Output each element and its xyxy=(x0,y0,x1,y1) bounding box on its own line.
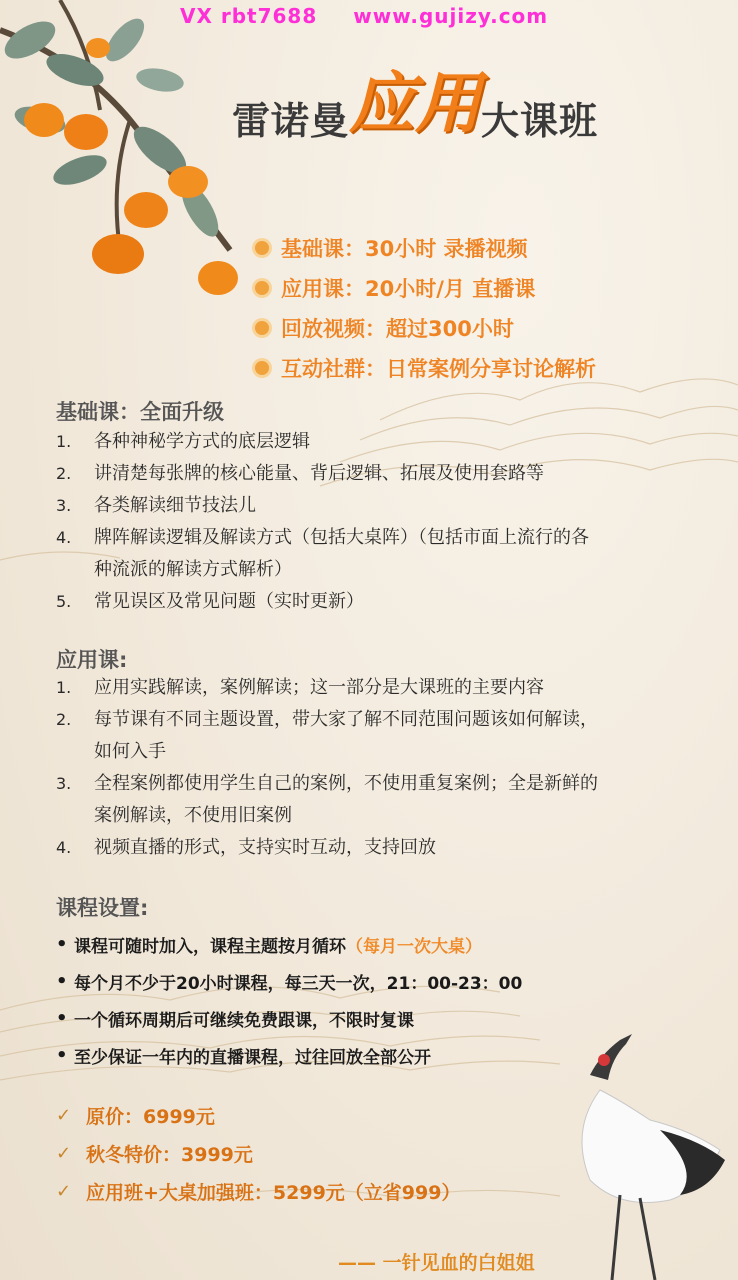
settings-list xyxy=(56,926,696,1074)
item-number: 4. xyxy=(56,528,72,547)
item-text: 视频直播的形式，支持实时互动，支持回放 xyxy=(94,837,436,858)
list-item xyxy=(56,832,716,864)
feature-item xyxy=(255,228,596,268)
price-text: 应用班+大桌加强班：5299元（立省999） xyxy=(86,1181,461,1204)
feature-text: 基础课：30小时 录播视频 xyxy=(281,237,528,261)
item-text: 种流派的解读方式解析） xyxy=(94,559,292,580)
checkmark-icon: ✓ xyxy=(56,1104,72,1126)
bullet-icon: • xyxy=(56,1008,68,1029)
applied-list xyxy=(56,672,716,864)
item-text: 常见误区及常见问题（实时更新） xyxy=(94,591,364,612)
item-number: 5. xyxy=(56,592,72,611)
item-number: 3. xyxy=(56,774,72,793)
feature-item xyxy=(255,268,596,308)
title-part2: 应用 xyxy=(349,65,482,142)
item-text: 应用实践解读，案例解读；这一部分是大课班的主要内容 xyxy=(94,677,544,698)
page-title xyxy=(232,50,598,145)
item-text: 牌阵解读逻辑及解读方式（包括大桌阵）（包括市面上流行的各 xyxy=(94,527,589,548)
list-item xyxy=(56,586,716,618)
item-text: 每个月不少于20小时课程，每三天一次，21：00-23：00 xyxy=(74,974,523,994)
feature-text: 回放视频：超过300小时 xyxy=(281,317,514,341)
item-text: 每节课有不同主题设置，带大家了解不同范围问题该如何解读， xyxy=(94,709,598,730)
bullet-icon xyxy=(255,321,269,335)
item-number: 2. xyxy=(56,710,72,729)
price-item xyxy=(56,1096,460,1134)
feature-item xyxy=(255,308,596,348)
watermark-vx: VX rbt7688 xyxy=(180,4,318,28)
checkmark-icon: ✓ xyxy=(56,1142,72,1164)
bullet-icon xyxy=(255,361,269,375)
item-number: 1. xyxy=(56,432,72,451)
price-text: 秋冬特价：3999元 xyxy=(86,1143,253,1166)
list-item xyxy=(56,1000,696,1037)
bullet-icon: • xyxy=(56,934,68,955)
title-part3: 大课班 xyxy=(481,99,599,143)
list-item xyxy=(56,522,716,586)
basic-list xyxy=(56,426,716,618)
price-item xyxy=(56,1172,460,1210)
basic-heading: 基础课：全面升级 xyxy=(56,400,224,424)
bullet-icon xyxy=(255,281,269,295)
watermark-site: www.gujizy.com xyxy=(353,4,549,28)
price-text: 原价：6999元 xyxy=(86,1105,215,1128)
checkmark-icon: ✓ xyxy=(56,1180,72,1202)
feature-list xyxy=(255,228,596,388)
list-item xyxy=(56,1037,696,1074)
list-item xyxy=(56,704,716,768)
persimmon-branch xyxy=(0,0,238,295)
item-number: 2. xyxy=(56,464,72,483)
bullet-icon: • xyxy=(56,971,68,992)
list-item xyxy=(56,768,716,832)
list-item xyxy=(56,490,716,522)
item-text: 各类解读细节技法儿 xyxy=(94,495,256,516)
title-part1: 雷诺曼 xyxy=(232,99,350,143)
item-text: 案例解读，不使用旧案例 xyxy=(94,805,292,826)
list-item xyxy=(56,426,716,458)
bullet-icon xyxy=(255,241,269,255)
item-text: 一个循环周期后可继续免费跟课，不限时复课 xyxy=(74,1011,414,1031)
feature-text: 应用课：20小时/月 直播课 xyxy=(281,277,536,301)
feature-text: 互动社群：日常案例分享讨论解析 xyxy=(281,357,596,381)
item-number: 3. xyxy=(56,496,72,515)
item-highlight: （每月一次大桌） xyxy=(346,937,482,957)
item-text: 全程案例都使用学生自己的案例，不使用重复案例；全是新鲜的 xyxy=(94,773,598,794)
item-text: 课程可随时加入，课程主题按月循环 xyxy=(74,937,346,957)
settings-heading: 课程设置: xyxy=(56,896,149,920)
signature: —— 一针见血的白姐姐 xyxy=(338,1252,535,1274)
item-text: 各种神秘学方式的底层逻辑 xyxy=(94,431,310,452)
item-text: 如何入手 xyxy=(94,741,166,762)
watermark xyxy=(180,4,576,28)
bullet-icon: • xyxy=(56,1045,68,1066)
price-item xyxy=(56,1134,460,1172)
list-item xyxy=(56,963,696,1000)
list-item xyxy=(56,672,716,704)
applied-heading: 应用课: xyxy=(56,648,128,672)
list-item xyxy=(56,458,716,490)
item-text: 至少保证一年内的直播课程，过往回放全部公开 xyxy=(74,1048,431,1068)
item-number: 1. xyxy=(56,678,72,697)
list-item xyxy=(56,926,696,963)
item-text: 讲清楚每张牌的核心能量、背后逻辑、拓展及使用套路等 xyxy=(94,463,544,484)
price-list xyxy=(56,1096,460,1210)
feature-item xyxy=(255,348,596,388)
item-number: 4. xyxy=(56,838,72,857)
